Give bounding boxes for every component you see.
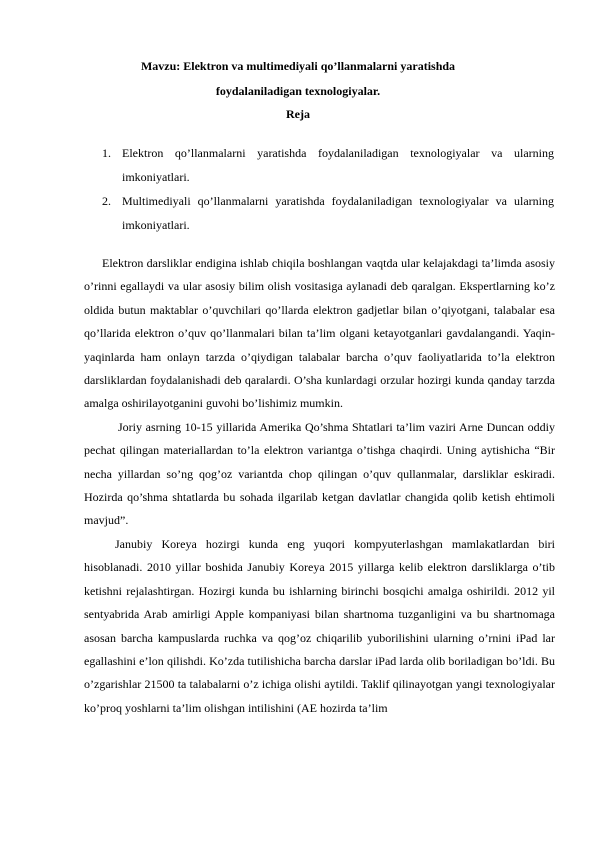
plan-item-text: Elektron qo’llanmalarni yaratishda foydalaniladigan texnologiyalar va ularning imkoniyatlari. bbox=[122, 146, 554, 184]
body-text bbox=[84, 252, 555, 720]
paragraph: Joriy asrning 10-15 yillarida Amerika Qo’shma Shtatlari ta’lim vaziri Arne Duncan oddiy pechat qilingan materiallardan to’la elektron variantga o’tishga chaqirdi. Uning aytishicha “Bir necha yillardan so’ng qog’oz variantda chop qilingan o’quv qullanmalar, darsliklar eskiradi. Hozirda qo’shma shtatlarda bu sohada ilgarilab ketgan davlatlar changida qolib ketish ehtimoli mavjud”. bbox=[84, 419, 555, 528]
plan-list bbox=[102, 141, 554, 237]
plan-heading: Reja bbox=[286, 107, 310, 121]
plan-item-text: Multimediyali qo’llanmalarni yaratishda foydalaniladigan texnologiyalar va ularning imkoniyatlari. bbox=[122, 194, 554, 232]
paragraph: Janubiy Koreya hozirgi kunda eng yuqori kompyuterlashgan mamlakatlardan biri hisoblanadi. 2010 yillar boshida Janubiy Koreya 2015 yillarga kelib elektron darsliklarga o’tib ketishni rejalashtirgan. Hozirgi kunda bu ishlarning birinchi bosqichi amalga oshirildi. 2012 yil sentyabrida Arab amirligi Apple kompaniyasi bilan shartnoma tuzganligini va bu shartnomaga asosan barcha kampuslarda ruchka va qog’oz chiqarilib yuborilishini ularning o’rnini iPad lar egallashini e’lon qilishdi. Ko’zda tutilishicha barcha darslar iPad larda olib boriladigan bo’ldi. Bu o’zgarishlar 21500 ta talabalarni o’z ichiga olishi aytildi. Taklif qilinayotgan yangi texnologiyalar ko’proq yoshlarni ta’lim olishgan intilishini (AE hozirda ta’lim bbox=[84, 536, 555, 715]
document-title-line-1: Mavzu: Elektron va multimediyali qo’llanmalarni yaratishda bbox=[140, 59, 456, 73]
document-title-line-2: foydalaniladigan texnologiyalar. bbox=[215, 84, 381, 98]
plan-item-number: 1. bbox=[102, 146, 111, 160]
plan-item bbox=[102, 141, 554, 189]
paragraph: Elektron darsliklar endigina ishlab chiqila boshlangan vaqtda ular kelajakdagi ta’limda asosiy o’rinni egallaydi va ular asosiy bilim olish vositasiga aylanadi deb qaralgan. Ekspertlarning ko’z oldida butun maktablar o’quvchilari qo’llarda elektron gadjetlar bilan o’qiyotgani, talabalar esa qo’llarida elektron o’quv qo’llanmalari bilan ta’lim olgani ketayotganlari gavdalangandi. Yaqin-yaqinlarda ham onlayn tarzda o’qiydigan talabalar barcha o’quv faoliyatlarida to’la elektron darsliklardan foydalanishadi deb qaralardi. O’sha kunlardagi orzular hozirgi kunda qanday tarzda amalga oshirilayotganini guvohi bo’lishimiz mumkin. bbox=[84, 256, 555, 411]
plan-item bbox=[102, 189, 554, 237]
plan-item-number: 2. bbox=[102, 194, 111, 208]
